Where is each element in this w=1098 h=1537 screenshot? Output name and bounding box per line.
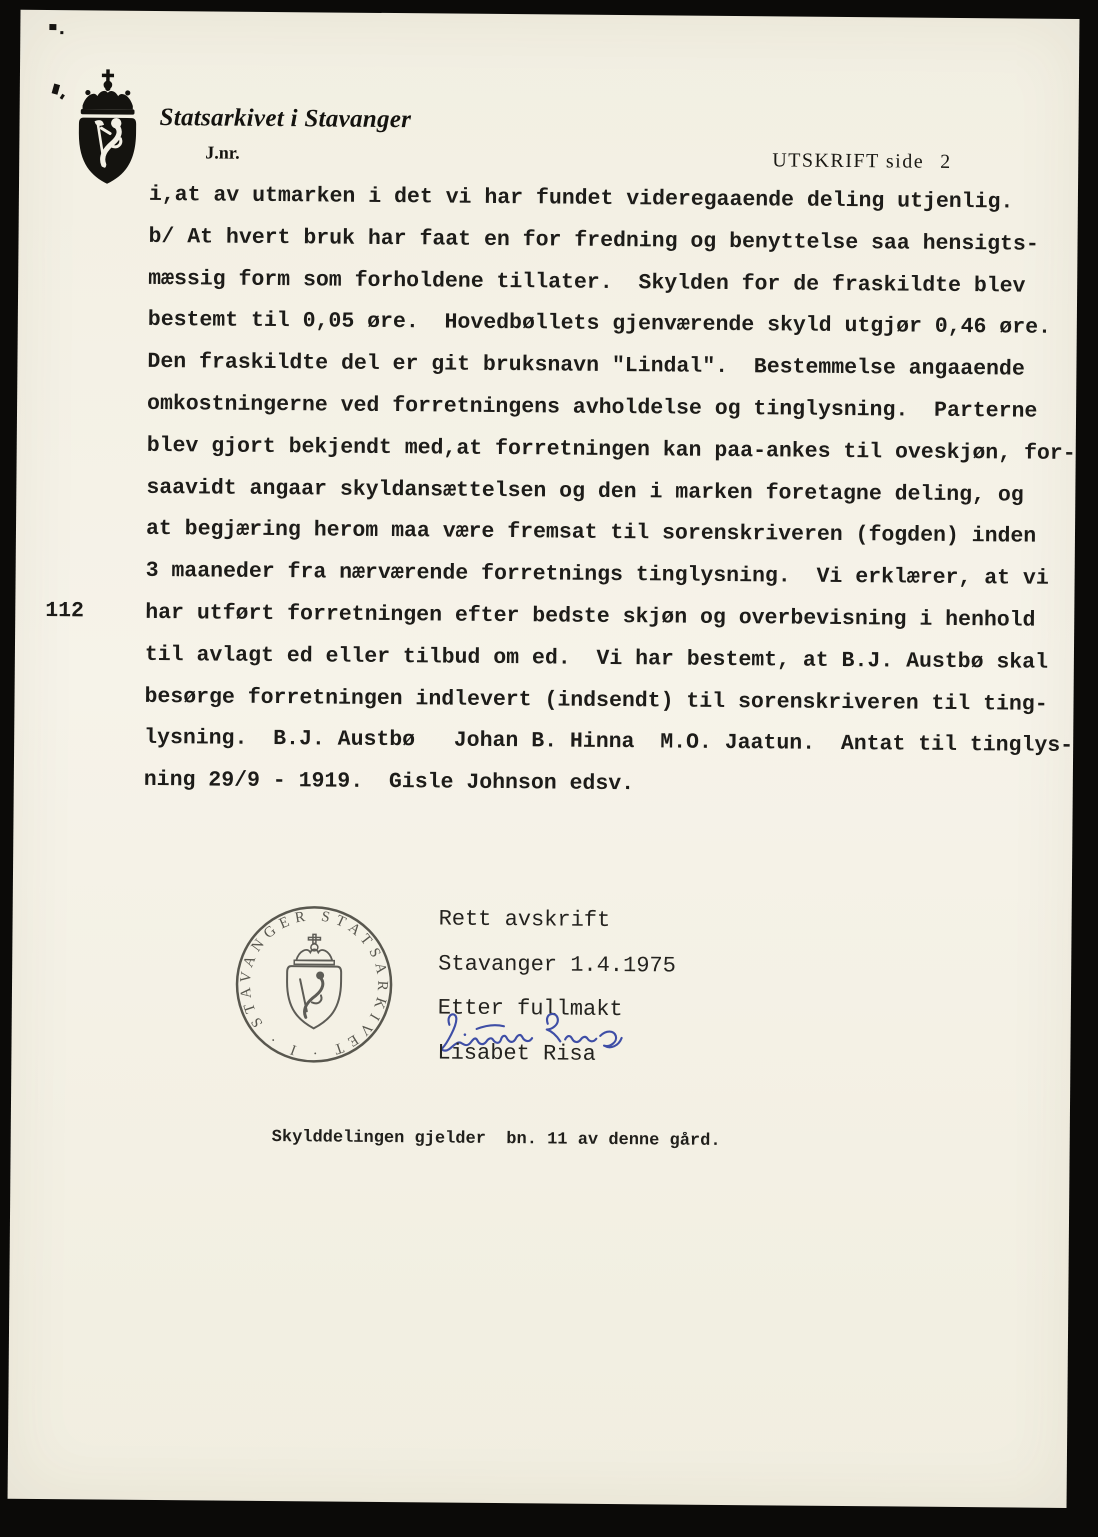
body-line: Den fraskildte del er git bruksnavn "Lindal". Bestemmelse angaaende	[147, 350, 1025, 382]
ink-mark	[52, 83, 60, 94]
certified-copy-statement: Rett avskrift	[438, 906, 611, 933]
body-line: at begjæring herom maa være fremsat til sorenskriveren (fogden) inden	[145, 517, 1037, 550]
body-line: ning 29/9 - 1919. Gisle Johnson edsv.	[143, 768, 635, 797]
journal-number-label: J.nr.	[205, 142, 240, 163]
body-line: b/ At hvert bruk har faat en for fredning og benyttelse saa hensigts-	[148, 224, 1039, 257]
archive-name: Statsarkivet i Stavanger	[159, 104, 412, 134]
page-number: 2	[940, 150, 951, 173]
archive-stamp	[231, 902, 396, 1067]
body-line: mæssig form som forholdene tillater. Skylden for de fraskildte blev	[148, 266, 1026, 299]
body-text	[144, 175, 1078, 810]
body-line: lysning. B.J. Austbø Johan B. Hinna M.O. Jaatun. Antat til tinglys-	[144, 726, 1074, 759]
margin-archive-number: 112	[45, 599, 85, 624]
certification-authority: Etter fullmakt	[437, 995, 623, 1023]
ink-mark	[49, 24, 56, 30]
signer-typed-name: Lisabet Risa	[437, 1040, 596, 1067]
body-line: besørge forretningen indlevert (indsendt) til sorenskriveren til ting-	[144, 684, 1048, 717]
ink-mark	[60, 94, 65, 100]
body-line: saavidt angaar skyldansættelsen og den i marken foretagne deling, og	[146, 475, 1024, 508]
certification-place-date: Stavanger 1.4.1975	[438, 951, 676, 979]
body-line: bestemt til 0,05 øre. Hovedbøllets gjenværende skyld utgjør 0,46 øre.	[147, 308, 1052, 341]
body-line: har utført forretningen efter bedste skjøn og overbevisning i henhold	[145, 600, 1036, 633]
body-line: til avlagt ed eller tilbud om ed. Vi har bestemt, at B.J. Austbø skal	[144, 642, 1049, 675]
body-line: omkostningerne ved forretningens avholdelse og tinglysning. Parterne	[146, 391, 1038, 424]
body-line: 3 maaneder fra nærværende forretnings tinglysning. Vi erklærer, at vi	[145, 559, 1049, 591]
transcript-label: UTSKRIFT side	[772, 149, 925, 173]
document-page	[8, 10, 1080, 1508]
body-line: i,at av utmarken i det vi har fundet videregaaende deling utjenlig.	[148, 182, 1014, 215]
transcript-header	[772, 149, 950, 174]
stamp-ring-text: STATSARKIVET · I · STAVANGER	[237, 908, 391, 1061]
ink-mark	[60, 31, 63, 34]
body-line: blev gjort bekjendt med,at forretningen kan paa-ankes til oveskjøn, for-	[146, 433, 1076, 466]
footer-annotation: Skylddelingen gjelder bn. 11 av denne gård.	[271, 1128, 721, 1151]
coat-of-arms-icon	[68, 67, 147, 186]
